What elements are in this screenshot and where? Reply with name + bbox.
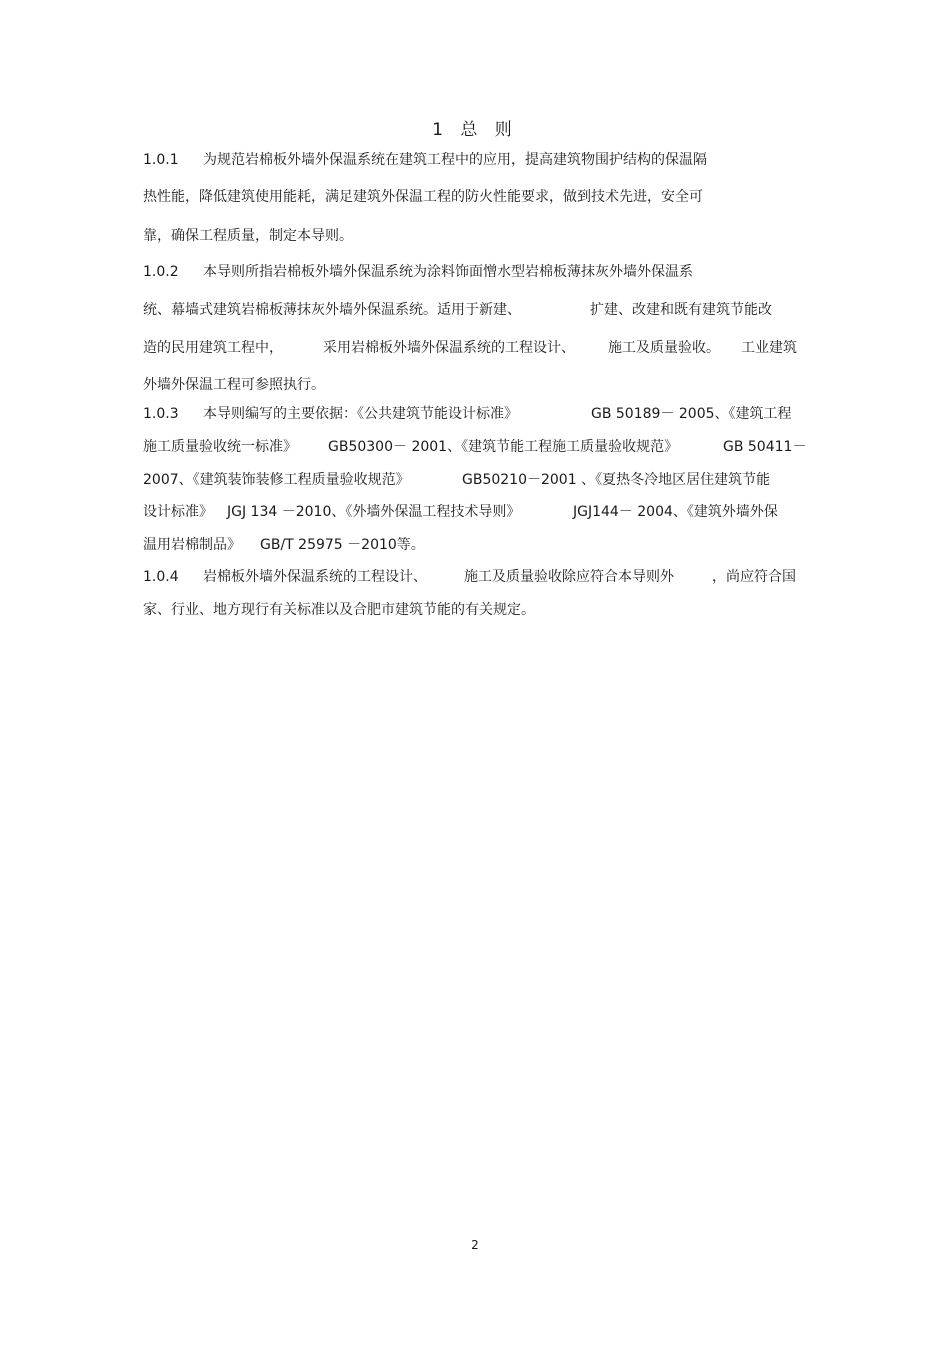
section-1-0-3-line-2b: GB50300－ 2001、《建筑节能工程施工质量验收规范》 xyxy=(328,439,679,455)
section-1-0-2-line-3: 造的民用建筑工程中， xyxy=(143,340,283,356)
section-1-0-1-line-2: 热性能，降低建筑使用能耗，满足建筑外保温工程的防火性能要求，做到技术先进，安全可 xyxy=(143,189,703,205)
section-1-0-3-line-2: 施工质量验收统一标准》 xyxy=(143,439,297,455)
section-1-0-4-line-1c: ，尚应符合国 xyxy=(712,569,796,585)
section-1-0-3-line-5b: GB/T 25975 －2010等。 xyxy=(260,537,425,553)
section-1-0-3-line-1: 本导则编写的主要依据：《公共建筑节能设计标准》 xyxy=(203,406,518,422)
section-1-0-3-line-2c: GB 50411－ xyxy=(723,439,807,455)
section-number-1-0-1: 1.0.1 xyxy=(143,152,179,168)
section-1-0-2-line-3b: 采用岩棉板外墙外保温系统的工程设计、 xyxy=(323,340,575,356)
section-number-1-0-3: 1.0.3 xyxy=(143,406,179,422)
section-1-0-3-line-4c: JGJ144－ 2004、《建筑外墙外保 xyxy=(573,504,778,520)
page-title: 1 总 则 xyxy=(432,120,518,140)
section-1-0-3-line-3b: GB50210－2001 、《夏热冬冷地区居住建筑节能 xyxy=(462,472,771,488)
section-1-0-3-line-3: 2007、《建筑装饰装修工程质量验收规范》 xyxy=(143,472,410,488)
section-1-0-2-line-2: 统、幕墙式建筑岩棉板薄抹灰外墙外保温系统。适用于新建、 xyxy=(143,302,521,318)
section-1-0-3-line-5: 温用岩棉制品》 xyxy=(143,537,241,553)
section-1-0-2-line-4: 外墙外保温工程可参照执行。 xyxy=(143,377,325,393)
page-number: 2 xyxy=(471,1238,479,1252)
section-1-0-1-line-3: 靠，确保工程质量，制定本导则。 xyxy=(143,228,353,244)
section-1-0-2-line-3d: 工业建筑 xyxy=(741,340,797,356)
section-1-0-2-line-3c: 施工及质量验收。 xyxy=(608,340,720,356)
section-number-1-0-2: 1.0.2 xyxy=(143,264,179,280)
section-1-0-4-line-2: 家、行业、地方现行有关标准以及合肥市建筑节能的有关规定。 xyxy=(143,602,535,618)
section-1-0-4-line-1b: 施工及质量验收除应符合本导则外 xyxy=(464,569,674,585)
section-1-0-3-line-4: 设计标准》 xyxy=(143,504,213,520)
section-1-0-2-line-2b: 扩建、改建和既有建筑节能改 xyxy=(590,302,772,318)
section-number-1-0-4: 1.0.4 xyxy=(143,569,179,585)
section-1-0-3-line-4b: JGJ 134 －2010、《外墙外保温工程技术导则》 xyxy=(227,504,521,520)
section-1-0-4-line-1: 岩棉板外墙外保温系统的工程设计、 xyxy=(203,569,427,585)
section-1-0-1-line-1: 为规范岩棉板外墙外保温系统在建筑工程中的应用，提高建筑物围护结构的保温隔 xyxy=(203,152,707,168)
section-1-0-3-line-1b: GB 50189－ 2005、《建筑工程 xyxy=(591,406,792,422)
section-1-0-2-line-1: 本导则所指岩棉板外墙外保温系统为涂料饰面憎水型岩棉板薄抹灰外墙外保温系 xyxy=(203,264,693,280)
